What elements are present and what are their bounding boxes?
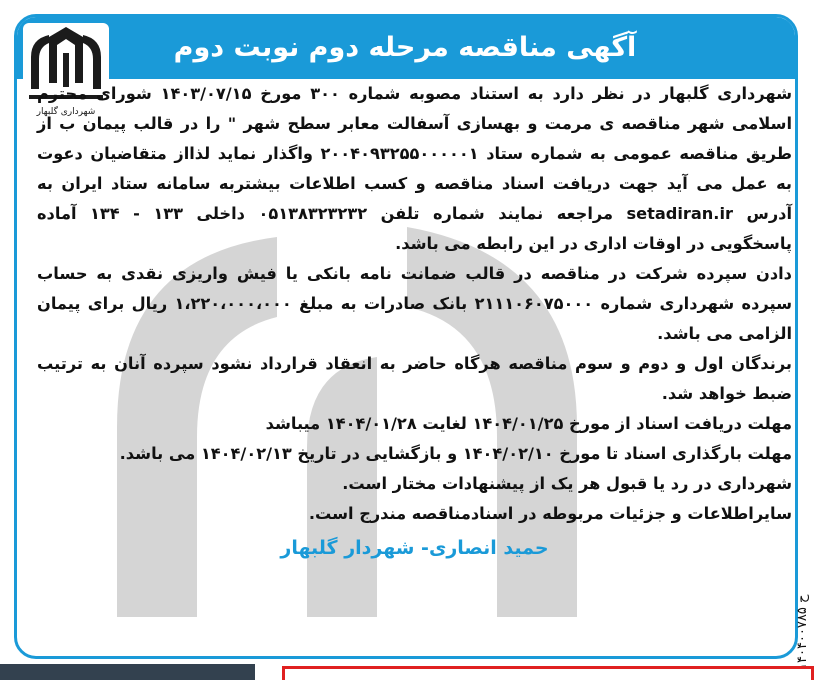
- paragraph-rights: شهرداری در رد یا قبول هر یک از پیشنهادات مختار است.: [342, 474, 792, 493]
- paragraph-upload-deadline: مهلت بارگذاری اسناد تا مورخ ۱۴۰۴/۰۲/۱۰ و بازگشایی در تاریخ ۱۴۰۴/۰۲/۱۳ می باشد.: [119, 444, 792, 463]
- notice-title: آگهی مناقصه مرحله دوم نوبت دوم: [173, 32, 637, 63]
- adjacent-ad-border: [282, 666, 814, 680]
- paragraph-deposit: دادن سپرده شرکت در مناقصه در قالب ضمانت نامه بانکی یا فیش واریزی نقدی به حساب سپرده شهرداری شماره ۲۱۱۱۰۶۰۷۵۰۰۰ بانک صادرات به مبلغ ۱،۲۲۰،۰۰۰،۰۰۰ ریال برای پیمان الزامی می باشد.: [37, 264, 792, 343]
- paragraph-more-info: سایراطلاعات و جزئیات مربوطه در اسنادمناقصه مندرج است.: [308, 504, 792, 523]
- title-bar: [17, 17, 795, 79]
- notice-body: [37, 79, 792, 563]
- paragraph-document-deadline: مهلت دریافت اسناد از مورخ ۱۴۰۴/۰۱/۲۵ لغایت ۱۴۰۴/۰۱/۲۸ میباشد: [265, 414, 792, 433]
- side-reference-code: ح ۱۴۰۴۰۰۷۸۵: [795, 594, 810, 670]
- paragraph-winners: برندگان اول و دوم و سوم مناقصه هرگاه حاضر به انعقاد قرارداد نشود سپرده آنان به ترتیب ضبط خواهد شد.: [37, 354, 792, 403]
- notice-frame: [14, 14, 798, 659]
- adjacent-ad-image: [0, 664, 255, 680]
- logo-caption: شهرداری گلبهار: [36, 107, 96, 117]
- paragraph-intro: شهرداری گلبهار در نظر دارد به استناد مصوبه شماره ۳۰۰ مورخ ۱۴۰۳/۰۷/۱۵ شورای محترم اسلامی شهر مناقصه ی مرمت و بهسازی آسفالت معابر سطح شهر " را در قالب پیمان ب از طریق مناقصه عمومی به شماره ستاد ۲۰۰۴۰۹۳۲۵۵۰۰۰۰۰۱ واگذار نماید لذااز متقاضیان دعوت به عمل می آید جهت دریافت اسناد مناقصه و کسب اطلاعات بیشتربه سامانه ستاد ایران به آدرس setadiran.ir مراجعه نمایند شماره تلفن ۰۵۱۳۸۳۲۳۲۳۲ داخلی ۱۳۳ - ۱۳۴ آماده پاسخگویی در اوقات اداری در این رابطه می باشد.: [37, 84, 792, 253]
- signature: حمید انصاری- شهردار گلبهار: [280, 537, 549, 559]
